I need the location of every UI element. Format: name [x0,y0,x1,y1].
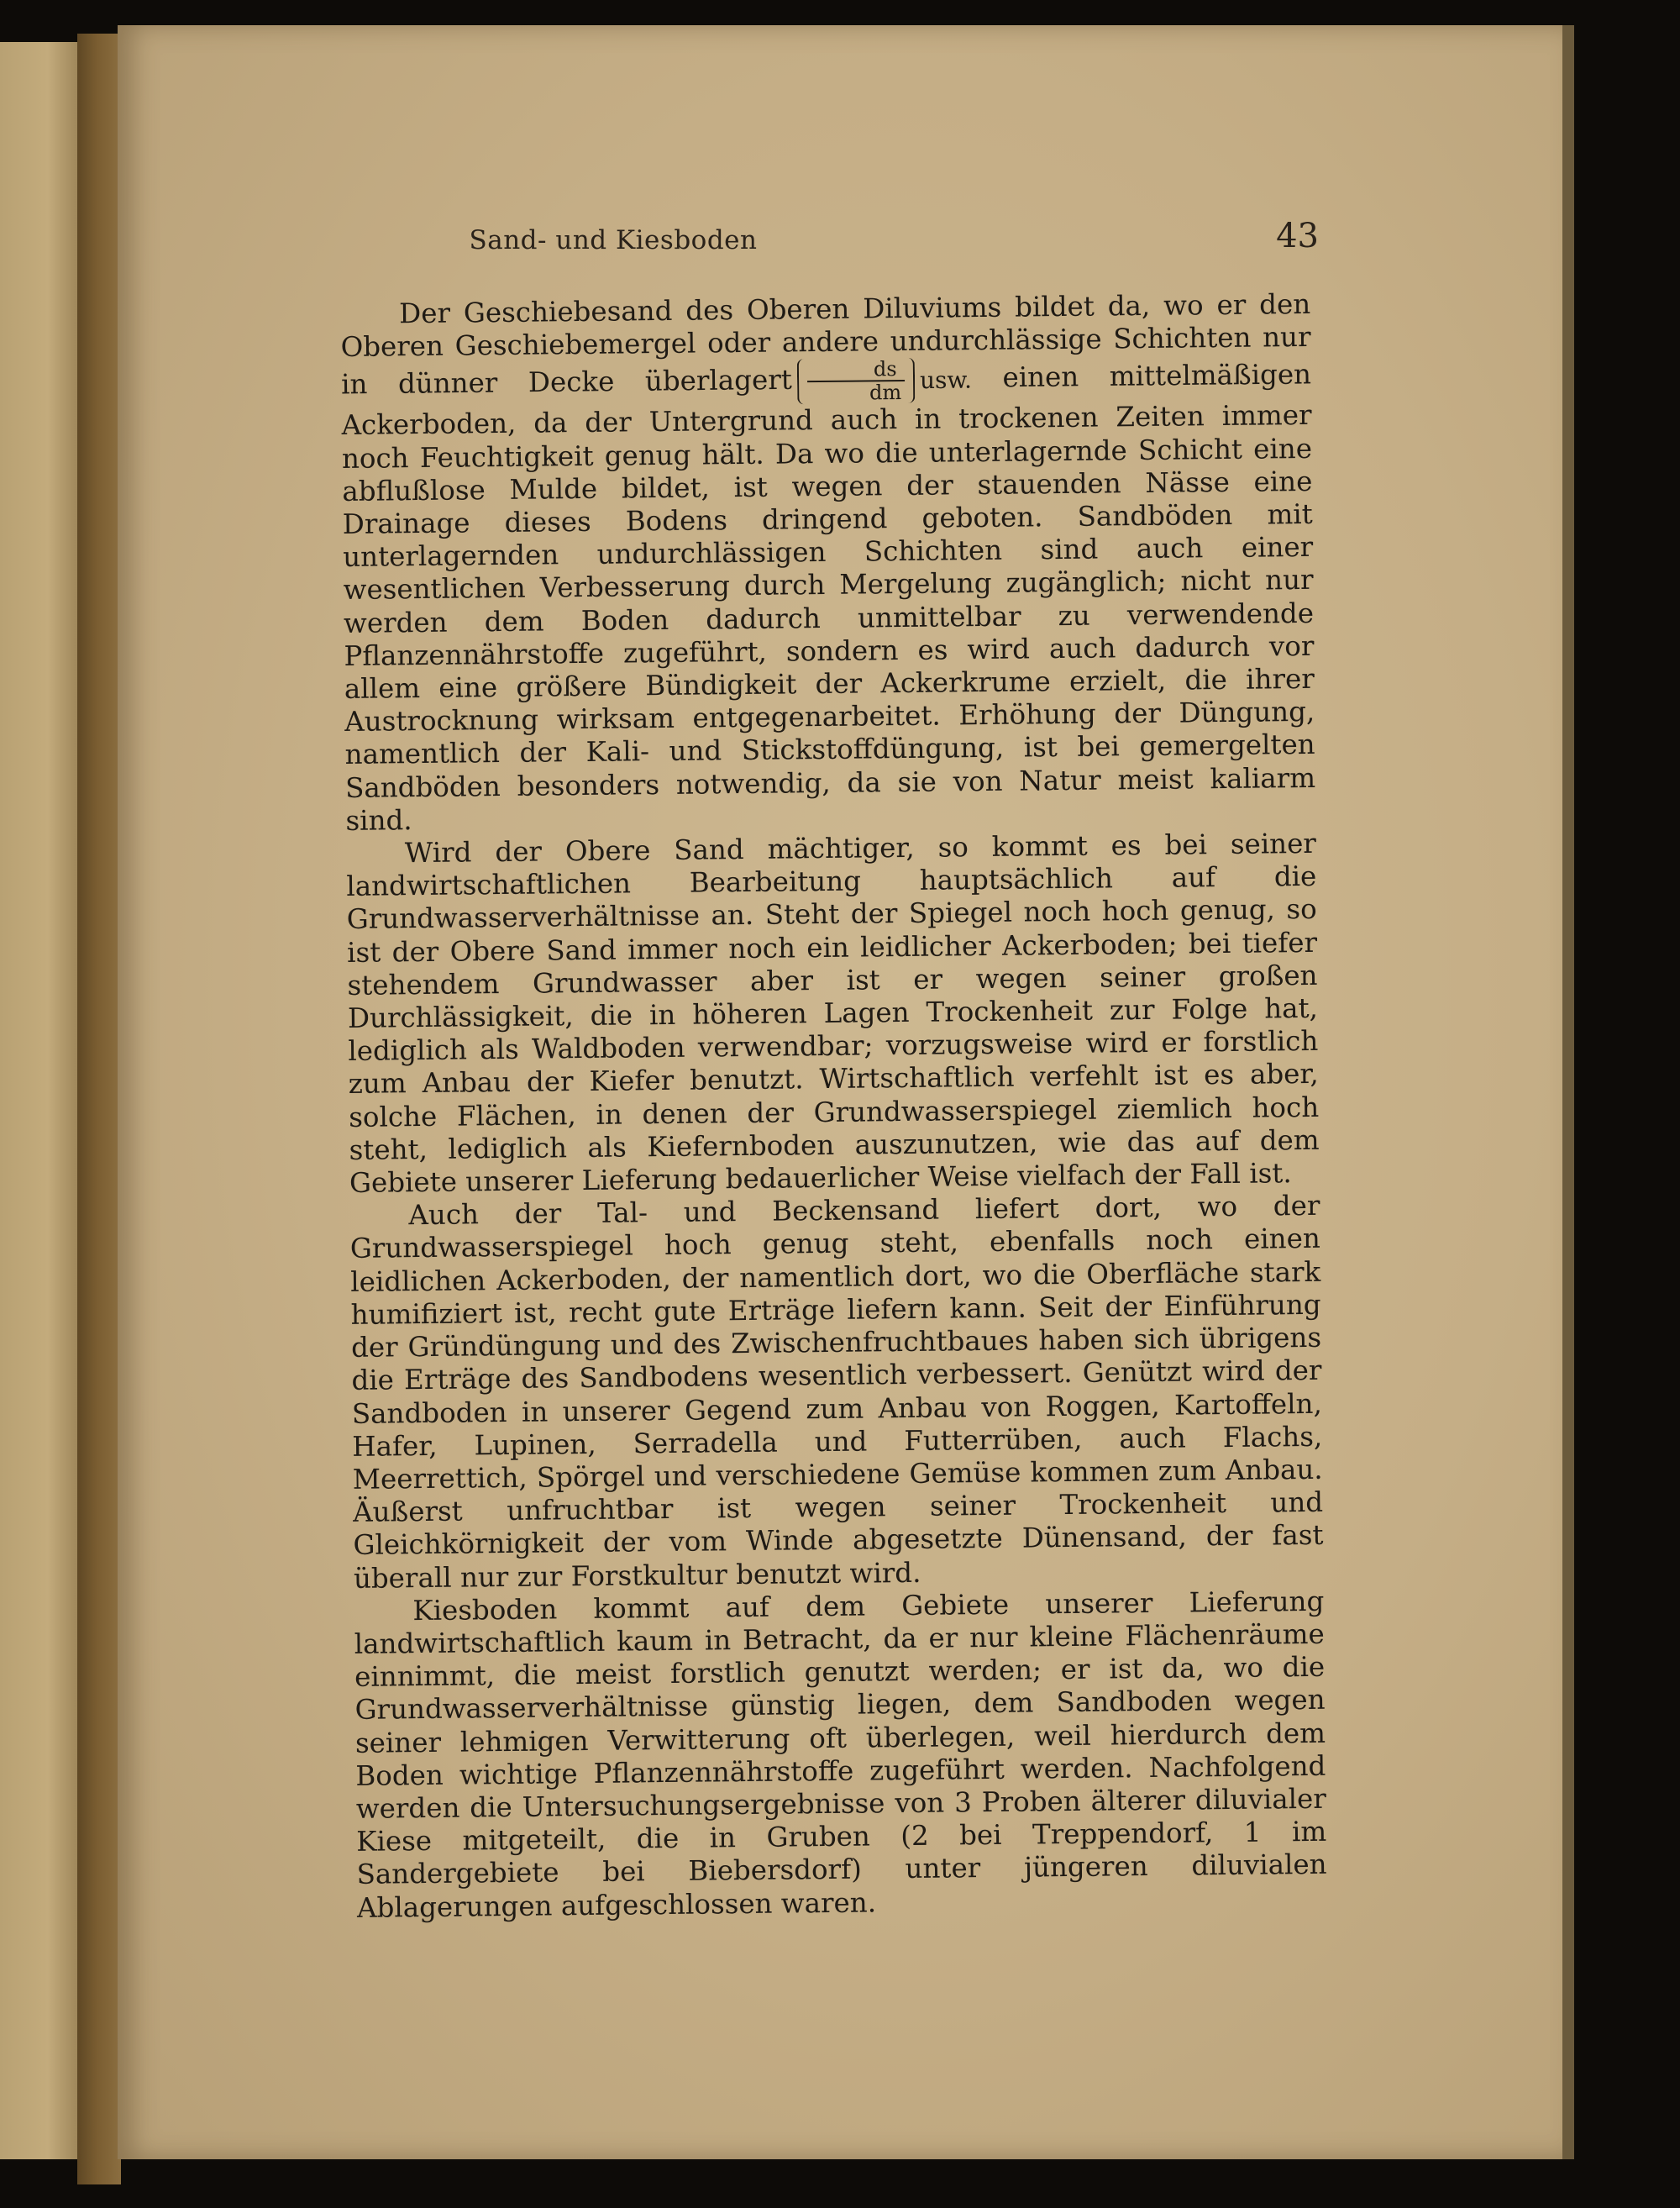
page-number: 43 [1276,217,1319,255]
running-title: Sand- und Kiesboden [469,225,758,255]
paragraph-1-part-2: einen mittelmäßigen Ackerboden, da der Untergrund auch in trockenen Zeiten immer noch Feuchtigkeit genug hält. Da wo die unterlagernde Schicht eine abflußlose Mulde bildet, ist wegen der stauenden Nässe eine Drainage dieses Bodens dringend geboten. Sandböden mit unterlagernden undurchlässigen Schichten sind auch einer wesentlichen Verbesserung durch Mergelung zugänglich; nicht nur werden dem Boden dadurch unmittelbar zu verwendende Pflanzennährstoffe zugeführt, sondern es wird auch dadurch vor allem eine größere Bündigkeit der Ackerkrume erzielt, die ihrer Austrocknung wirksam entgegenarbeitet. Erhöhung der Düngung, namentlich der Kali- und Stickstoffdüngung, ist bei gemergelten Sandböden besonders notwendig, da sie von Natur meist kaliarm sind. [341,358,1316,837]
fraction-suffix: usw. [919,365,973,395]
paragraph-4: Kiesboden kommt auf dem Gebiete unserer Lieferung landwirtschaftlich kaum in Betracht, da er nur kleine Flächenräume einnimmt, die meist forstlich genutzt werden; er ist da, wo die Grundwasserverhältnisse günstig liegen, dem Sandboden wegen seiner lehmigen Verwitterung oft überlegen, weil hierdurch dem Boden wichtige Pflanzennährstoffe zugeführt werden. Nachfolgend werden die Untersuchungsergebnisse von 3 Proben älterer diluvialer Kiese mitgeteilt, die in Gruben (2 bei Treppendorf, 1 im Sandergebiete bei Biebersdorf) unter jüngeren diluvialen Ablagerungen aufgeschlossen waren. [354,1585,1327,1924]
page-right-edge [1562,25,1574,2159]
book-gutter [77,34,121,2184]
fraction-ds-dm [797,358,916,404]
paragraph-3: Auch der Tal- und Beckensand liefert dort, wo der Grundwasserspiegel hoch genug steht, ebenfalls noch einen leidlichen Ackerboden, der namentlich dort, wo die Oberfläche stark humifiziert ist, recht gute Erträge liefern kann. Seit der Einführung der Gründüngung und des Zwischenfruchtbaues haben sich übrigens die Erträge des Sandbodens wesentlich verbessert. Genützt wird der Sandboden in unserer Gegend zum Anbau von Roggen, Kartoffeln, Hafer, Lupinen, Serradella und Futterrüben, auch Flachs, Meerrettich, Spörgel und verschiedene Gemüse kommen zum Anbau. Äußerst unfruchtbar ist wegen seiner Trockenheit und Gleichkörnigkeit der vom Winde abgesetzte Dünensand, der fast überall nur zur Forstkultur benutzt wird. [349,1190,1324,1595]
previous-page-edge [0,42,80,2159]
running-head [151,217,1344,267]
paragraph-1 [340,288,1316,838]
paragraph-2: Wird der Obere Sand mächtiger, so kommt es bei seiner landwirtschaftlichen Bearbeitung hauptsächlich auf die Grundwasserverhältnisse an. Steht der Spiegel noch hoch genug, so ist der Obere Sand immer noch ein leidlicher Ackerboden; bei tiefer stehendem Grundwasser aber ist er wegen seiner großen Durchlässigkeit, die in höheren Lagen Trockenheit zur Folge hat, lediglich als Waldboden verwendbar; vorzugsweise wird er forstlich zum Anbau der Kiefer benutzt. Wirtschaftlich verfehlt ist es aber, solche Flächen, in denen der Grundwasserspiegel ziemlich hoch steht, lediglich als Kiefernboden auszunutzen, wie das auf dem Gebiete unserer Lieferung bedauerlicher Weise vielfach der Fall ist. [346,827,1320,1200]
paragraph-1-part-1: Der Geschiebesand des Oberen Diluviums bildet da, wo er den Oberen Geschiebemergel oder andere undurchlässige Schichten nur in dünner Decke überlagert [340,287,1311,401]
fraction-denominator: dm [869,381,902,405]
fraction-numerator: ds [807,358,905,382]
body-text [340,288,1327,1925]
